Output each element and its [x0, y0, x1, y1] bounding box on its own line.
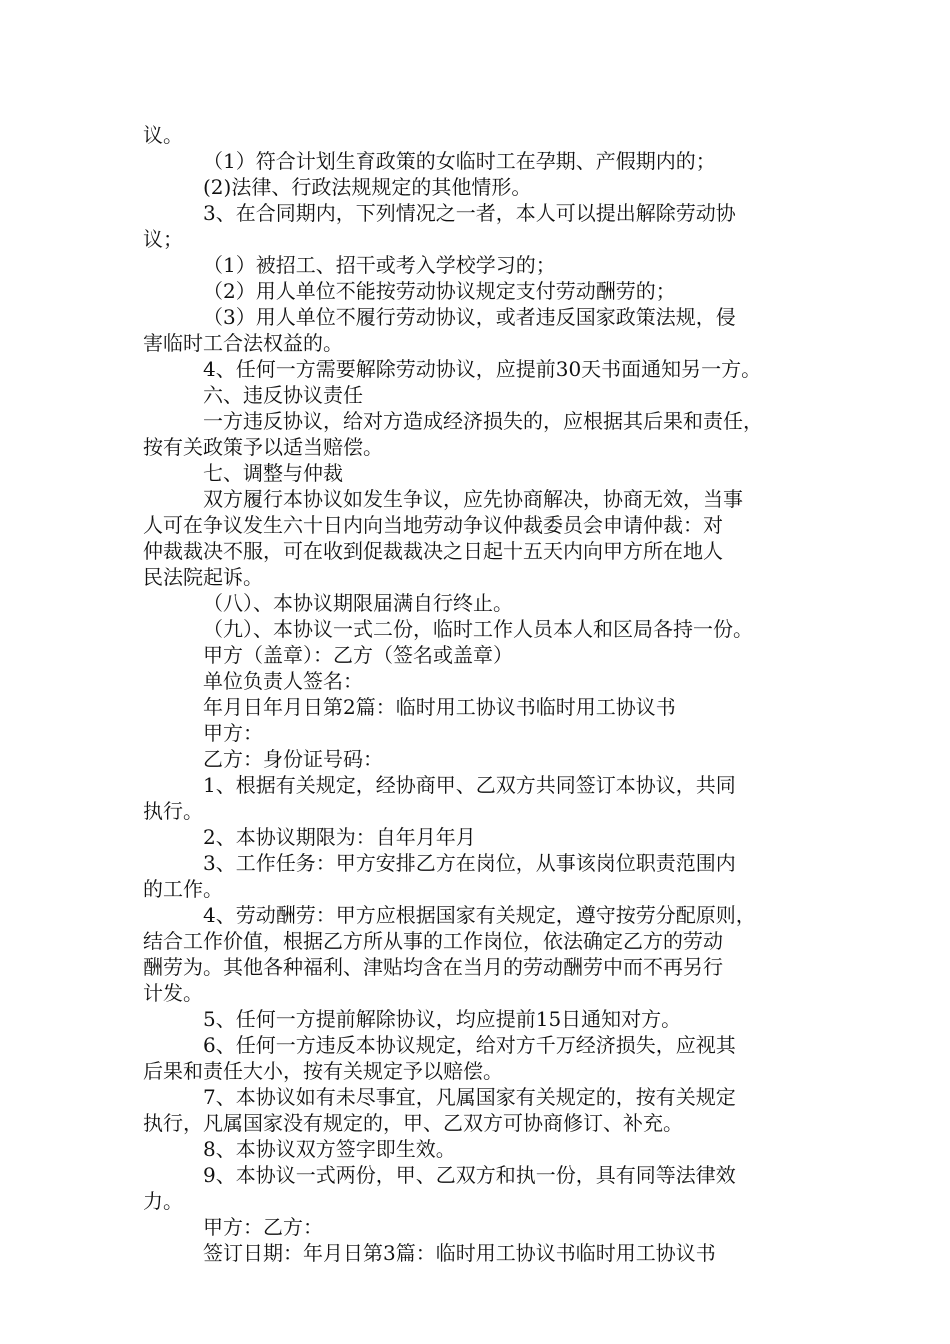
text-line: （2）用人单位不能按劳动协议规定支付劳动酬劳的； — [203, 279, 676, 303]
text-line: (2)法律、行政法规规定的其他情形。 — [203, 175, 532, 199]
text-line: 一方违反协议，给对方造成经济损失的，应根据其后果和责任， — [203, 409, 763, 433]
text-line: 议。 — [143, 123, 183, 147]
text-line: 双方履行本协议如发生争议，应先协商解决，协商无效，当事 — [203, 487, 743, 511]
text-line: （1）被招工、招干或考入学校学习的； — [203, 253, 556, 277]
text-line: （1）符合计划生育政策的女临时工在孕期、产假期内的； — [203, 149, 716, 173]
text-line: 2、本协议期限为：自年月年月 — [203, 825, 476, 849]
text-line: 3、在合同期内，下列情况之一者，本人可以提出解除劳动协 — [203, 201, 736, 225]
text-line: 4、劳动酬劳：甲方应根据国家有关规定，遵守按劳分配原则， — [203, 903, 756, 927]
text-line: 仲裁裁决不服，可在收到促裁裁决之日起十五天内向甲方所在地人 — [143, 539, 723, 563]
text-line: 力。 — [143, 1189, 183, 1213]
text-line: 3、工作任务：甲方安排乙方在岗位，从事该岗位职责范围内 — [203, 851, 736, 875]
text-line: 6、任何一方违反本协议规定，给对方千万经济损失，应视其 — [203, 1033, 736, 1057]
text-line: 签订日期：年月日第3篇：临时用工协议书临时用工协议书 — [203, 1241, 716, 1265]
text-line: （3）用人单位不履行劳动协议，或者违反国家政策法规，侵 — [203, 305, 736, 329]
text-line: （八）、本协议期限届满自行终止。 — [203, 591, 513, 615]
text-line: 人可在争议发生六十日内向当地劳动争议仲裁委员会申请仲裁：对 — [143, 513, 723, 537]
text-line: 计发。 — [143, 981, 203, 1005]
text-line: （九）、本协议一式二份，临时工作人员本人和区局各持一份。 — [203, 617, 753, 641]
text-line: 年月日年月日第2篇：临时用工协议书临时用工协议书 — [203, 695, 676, 719]
text-line: 执行，凡属国家没有规定的，甲、乙双方可协商修订、补充。 — [143, 1111, 683, 1135]
text-line: 甲方： — [203, 721, 263, 745]
text-line: 7、本协议如有未尽事宜，凡属国家有关规定的，按有关规定 — [203, 1085, 736, 1109]
text-line: 的工作。 — [143, 877, 223, 901]
text-line: 害临时工合法权益的。 — [143, 331, 343, 355]
text-line: 9、本协议一式两份，甲、乙双方和执一份，具有同等法律效 — [203, 1163, 736, 1187]
text-line: 民法院起诉。 — [143, 565, 263, 589]
text-line: 乙方：身份证号码： — [203, 747, 383, 771]
text-line: 甲方（盖章）：乙方（签名或盖章） — [203, 643, 513, 667]
text-line: 按有关政策予以适当赔偿。 — [143, 435, 383, 459]
text-line: 8、本协议双方签字即生效。 — [203, 1137, 456, 1161]
text-line: 后果和责任大小，按有关规定予以赔偿。 — [143, 1059, 503, 1083]
text-line: 1、根据有关规定，经协商甲、乙双方共同签订本协议，共同 — [203, 773, 736, 797]
text-line: 六、违反协议责任 — [203, 383, 363, 407]
document-body — [143, 122, 823, 1266]
text-line: 4、任何一方需要解除劳动协议，应提前30天书面通知另一方。 — [203, 357, 762, 381]
text-line: 酬劳为。其他各种福利、津贴均含在当月的劳动酬劳中而不再另行 — [143, 955, 723, 979]
text-line: 单位负责人签名： — [203, 669, 363, 693]
text-line: 结合工作价值，根据乙方所从事的工作岗位，依法确定乙方的劳动 — [143, 929, 723, 953]
text-line: 七、调整与仲裁 — [203, 461, 343, 485]
text-line: 5、任何一方提前解除协议，均应提前15日通知对方。 — [203, 1007, 682, 1031]
text-line: 议； — [143, 227, 183, 251]
text-line: 甲方：乙方： — [203, 1215, 323, 1239]
text-line: 执行。 — [143, 799, 203, 823]
